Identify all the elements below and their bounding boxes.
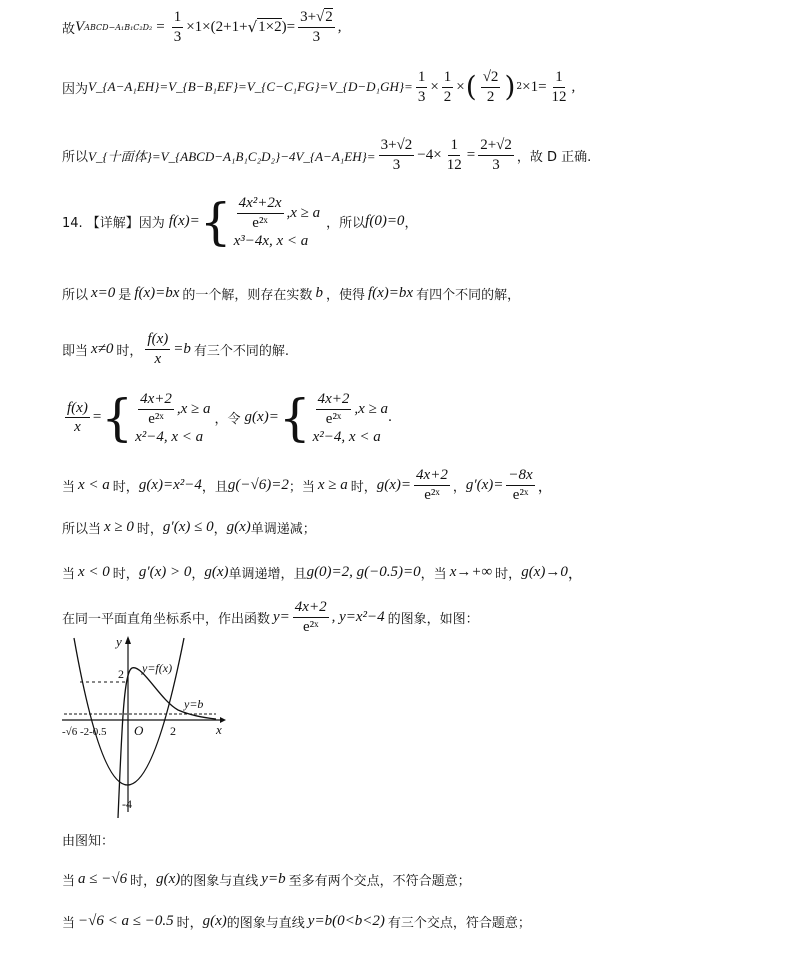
- line-from-graph: 由图知：: [62, 834, 115, 849]
- line-plot-intro: 在同一平面直角坐标系中，作出函数 y= $\frac{4x+2}{\text{e²ˣ}}$ , y=x²−4 的图象，如图：: [62, 599, 479, 635]
- x-axis-label: x: [216, 722, 222, 737]
- tick-2: 2: [118, 667, 124, 681]
- line-increasing: 当 x < 0 时， g′(x) > 0 ， g(x) 单调递增，且 g(0)=2, g(−0.5)=0 ，当 x→+∞ 时， g(x)→0 ，: [62, 564, 583, 582]
- line-three-solutions: 即当 x≠0 时， $\frac{f(x)}{x}$ =b 有三个不同的解.: [62, 331, 290, 367]
- label-fx: y=f(x): [142, 661, 173, 675]
- line-problem-14: 14. 【详解】因为 f(x)= { $\frac{\text{4x²+2x}}{\text{e²ˣ}}$ ,x ≥ a x³−4x, x < a ，所以 f(0)=0 ，: [62, 192, 418, 251]
- line-g-derivative: 当 x < a 时， g(x)=x²−4 ，且 g(−√6)=2 ；当 x ≥ a 时， g(x)= $\frac{4x+2}{\text{e²ˣ}}$ ， g′(x)= $\frac{-8x}{\text{e²ˣ}}$ ，: [62, 467, 553, 503]
- line-decreasing: 所以当 x ≥ 0 时， g′(x) ≤ 0 ， g(x) 单调递减；: [62, 519, 316, 537]
- line-case-2: 当 −√6 < a ≤ −0.5 时， g(x) 的图象与直线 y=b(0<b<2) 有三个交点，符合题意；: [62, 913, 531, 931]
- label-yb: y=b: [184, 697, 204, 711]
- origin-label: O: [134, 723, 144, 738]
- fraction: $\frac{1}{3}$: [173, 9, 182, 45]
- exp-curve: [118, 668, 216, 818]
- piecewise-f: $\frac{\text{4x²+2x}}{\text{e²ˣ}}$ ,x ≥ a x³−4x, x < a: [233, 195, 321, 249]
- line-x0-solution: 所以 x=0 是 f(x)=bx 的一个解，则存在实数 b ，使得 f(x)=bx 有四个不同的解，: [62, 285, 521, 303]
- fraction: $\frac{3+√2}{3}$: [300, 9, 333, 45]
- y-axis-arrow: [125, 636, 131, 644]
- tick-x2: 2: [170, 724, 176, 738]
- line-volume-decahedron: 所以 V_{十面体}=V_{ABCD−A₁B₁C₂D₂}−4V_{A−A₁EH}= $\frac{3+√2}{3}$ −4× $\frac{1}{12}$ = $\frac{2+√2}{3}$ ，故 D 正确.: [62, 137, 592, 173]
- tick-xneg: -√6 -2-0.5: [62, 726, 107, 738]
- line-volume-corners: 因为 V_{A−A₁EH}=V_{B−B₁EF}=V_{C−C₁FG}=V_{D−D₁GH}= $\frac{1}{3}$ × $\frac{1}{2}$ × ( $\frac{√2}{2}$ ) 2 ×1= $\frac{1}{12}$ ,: [62, 69, 576, 105]
- line-define-g: $\frac{f(x)}{x}$ = { $\frac{4x+2}{\text{e²ˣ}}$ ,x ≥ a x²−4, x < a ，令 g(x)= { $\frac{4x+2}{\text{e²ˣ}}$ ,x ≥ a x²−4, x < a .: [67, 388, 392, 447]
- function-graph: [60, 632, 230, 818]
- tick-neg4: -4: [122, 797, 132, 811]
- line-volume-prism: 故 V ABCD−A₁B₁C₂D₂ = $\frac{1}{3}$ ×1×(2+1+ √ 1×2 )= $\frac{3+√2}{3}$ ,: [62, 9, 342, 45]
- line-case-1: 当 a ≤ −√6 时， g(x) 的图象与直线 y=b 至多有两个交点，不符合题意；: [62, 871, 471, 889]
- y-axis-label: y: [116, 634, 122, 649]
